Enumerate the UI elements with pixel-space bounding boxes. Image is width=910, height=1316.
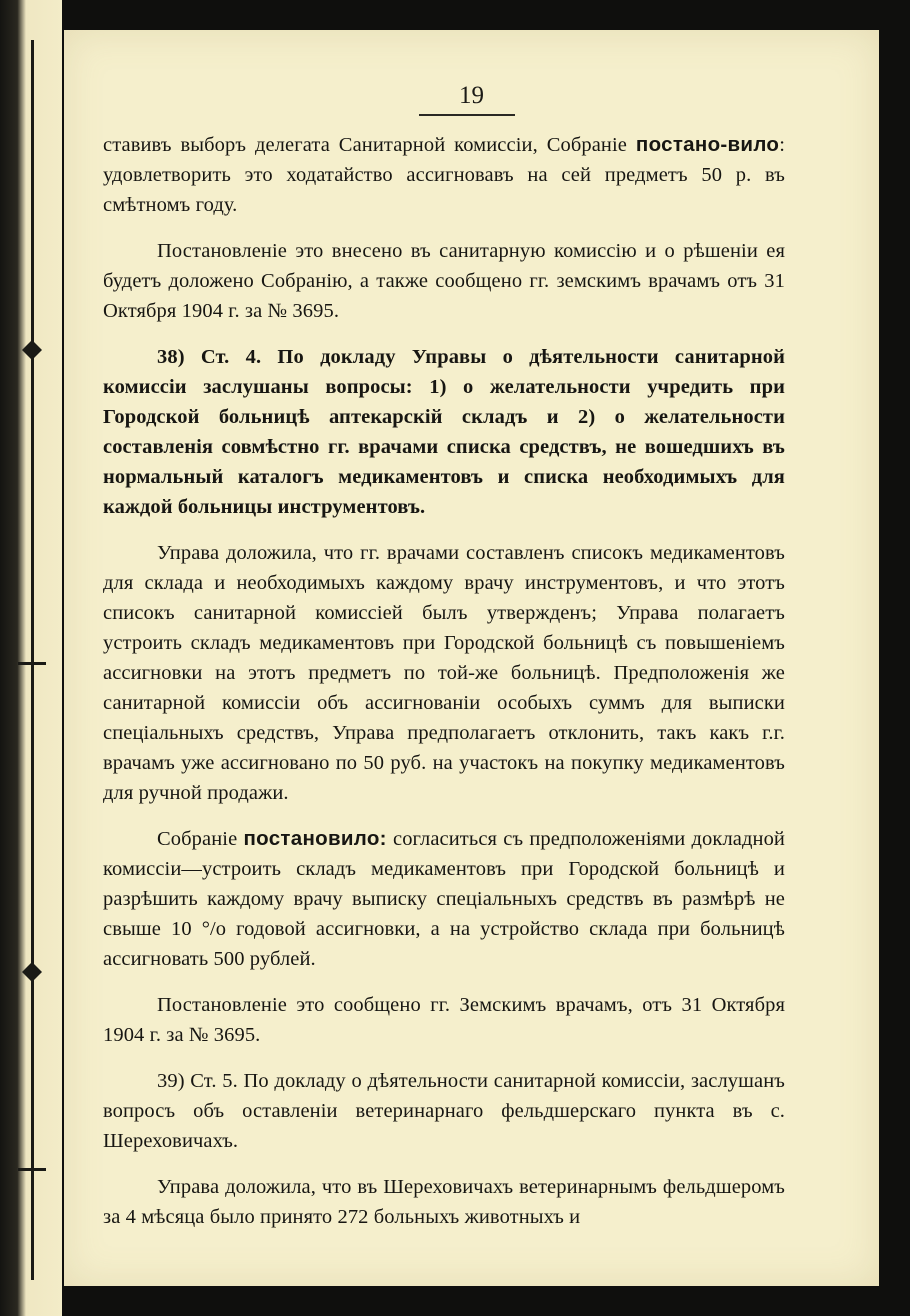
paragraph-text: Постановленiе это внесено въ санитарную комиссiю и о рѣшенiи ея будетъ доложено Собранiю, а также сообщено гг. земскимъ врачамъ отъ 31 Октября 1904 г. за № 3695. — [103, 240, 785, 322]
page-number: 19 — [459, 82, 484, 109]
paragraph — [103, 236, 785, 326]
paragraph — [103, 342, 785, 522]
paragraph — [103, 1066, 785, 1156]
binding-stitch — [22, 962, 42, 982]
book-spine — [0, 0, 62, 1316]
binding-stitch — [22, 340, 42, 360]
paragraph-text: : удовлетворить это ходатайство ассигновавъ на сей предметъ 50 р. въ смѣтномъ году. — [103, 134, 785, 216]
page-number-rule — [419, 114, 515, 116]
body-text — [103, 130, 785, 1248]
paragraph — [103, 538, 785, 808]
paragraph-text: согласиться съ предположенiями докладной комиссiи—устроить складъ медикаментовъ при Городской больницѣ и разрѣшить каждому врачу выписку спецiальныхъ средствъ въ размѣрѣ не свыше 10 °/о годовой ассигновки, а на устройство склада при больницѣ ассигновать 500 рублей. — [103, 828, 785, 970]
paragraph-text: ставивъ выборъ делегата Санитарной комиссiи, Собранiе — [103, 134, 636, 156]
paragraph-text: Постановленiе это сообщено гг. Земскимъ врачамъ, отъ 31 Октября 1904 г. за № 3695. — [103, 994, 785, 1046]
paragraph-text: 39) Ст. 5. По докладу о дѣятельности санитарной комиссiи, заслушанъ вопросъ объ оставленiи ветеринарнаго фельдшерскаго пункта въ с. Шереховичахъ. — [103, 1070, 785, 1152]
emphasized-term: постано-вило — [635, 133, 780, 156]
binding-thread — [31, 40, 34, 1280]
paragraph-text: 38) Ст. 4. По докладу Управы о дѣятельности санитарной комиссiи заслушаны вопросы: 1) о желательности учредить при Городской больницѣ аптекарскiй складъ и 2) о желательности составленiя совмѣстно гг. врачами списка средствъ, не вошедшихъ въ нормальный каталогъ медикаментовъ и списка необходимыхъ для каждой больницы инструментовъ. — [103, 346, 785, 518]
paragraph — [103, 824, 785, 974]
paragraph — [103, 130, 785, 220]
paragraph-text: Управа доложила, что въ Шереховичахъ ветеринарнымъ фельдшеромъ за 4 мѣсяца было принято 272 больныхъ животныхъ и — [103, 1176, 785, 1228]
paragraph — [103, 990, 785, 1050]
binding-stitch — [18, 1168, 46, 1171]
document-page — [64, 30, 879, 1286]
paragraph-text: Собранiе — [157, 828, 244, 850]
paragraph — [103, 1172, 785, 1232]
emphasized-term: постановило: — [243, 827, 387, 850]
paragraph-text: Управа доложила, что гг. врачами составленъ списокъ медикаментовъ для склада и необходимыхъ каждому врачу инструментовъ, и что этотъ списокъ санитарной комиссiей былъ утвержденъ; Управа полагаетъ устроить складъ медикаментовъ при Городской больницѣ съ повышенiемъ ассигновки на этотъ предметъ по той-же больницѣ. Предположенiя же санитарной комиссiи объ ассигнованiи особыхъ суммъ для выписки спецiальныхъ средствъ, Управа предполагаетъ отклонить, такъ какъ г.г. врачамъ уже ассигновано по 50 руб. на участокъ на покупку медикаментовъ для ручной продажи. — [103, 542, 785, 804]
binding-stitch — [18, 662, 46, 665]
